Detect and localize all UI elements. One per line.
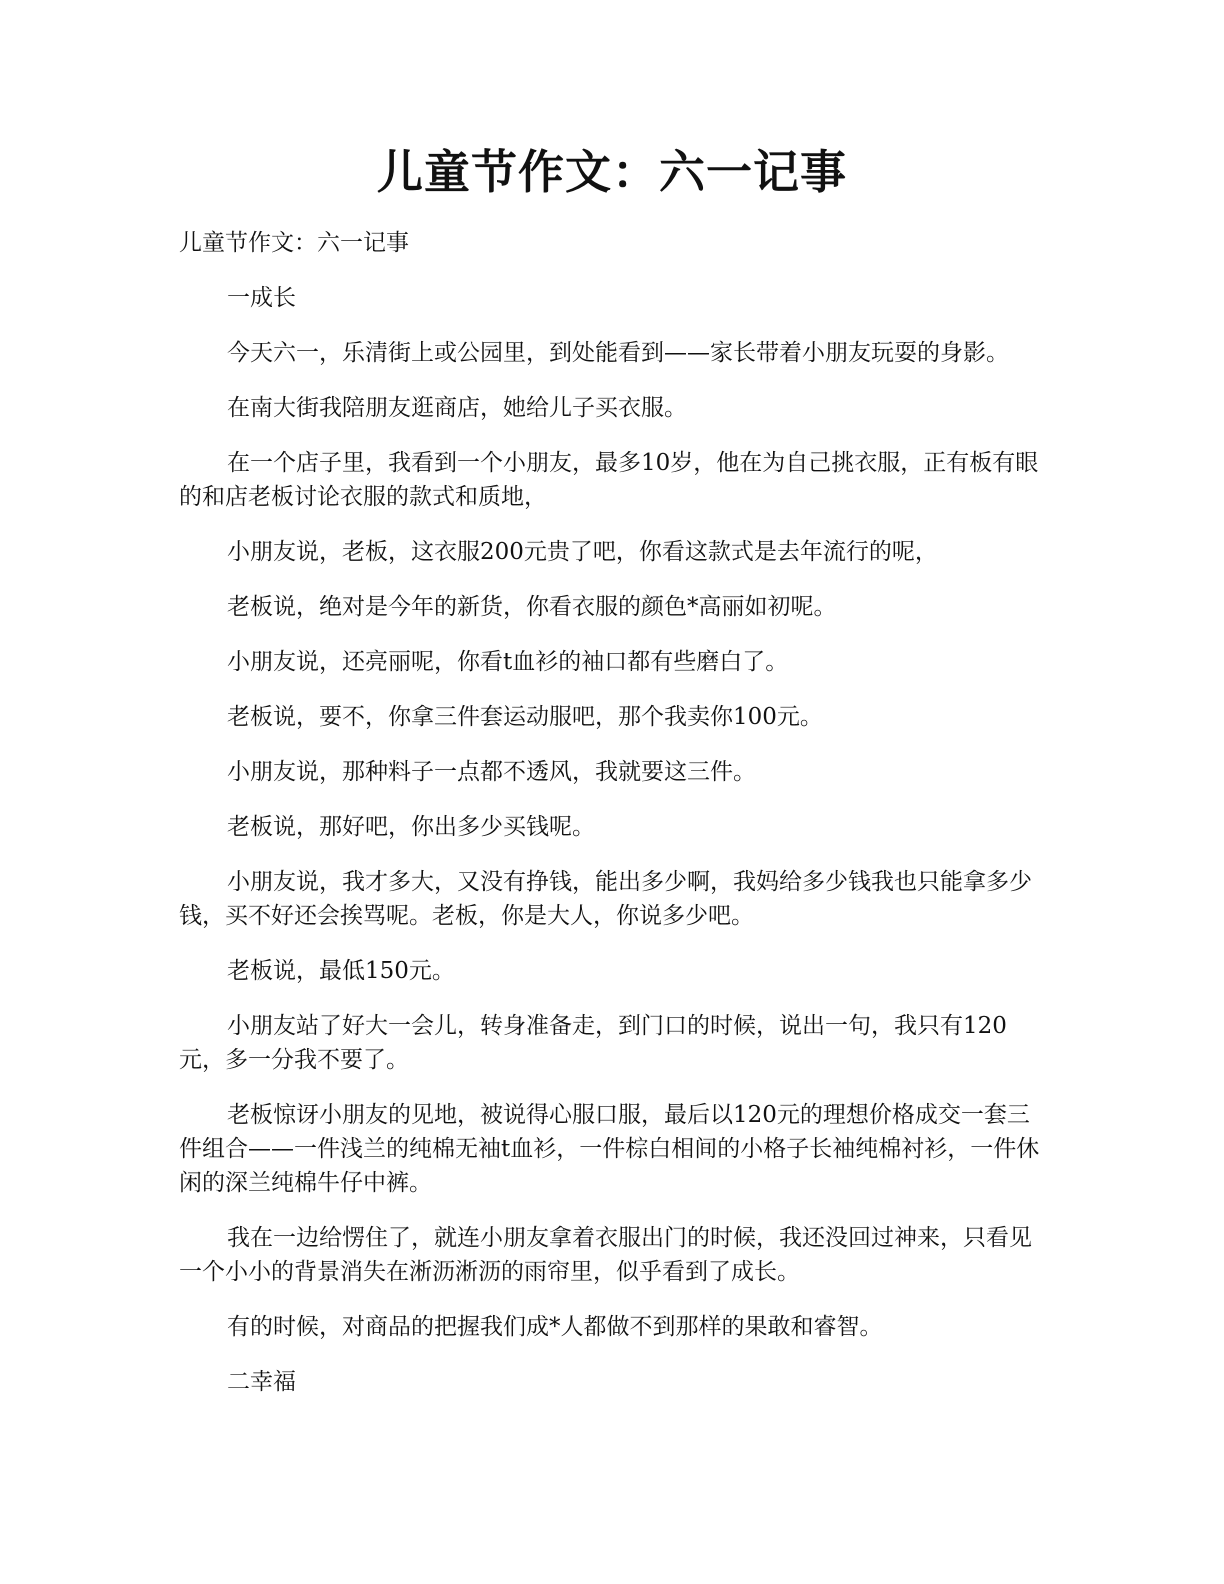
paragraph: 老板说，最低150元。 xyxy=(227,958,455,984)
paragraph: 在南大街我陪朋友逛商店，她给儿子买衣服。 xyxy=(227,395,687,421)
section-heading: 二幸福 xyxy=(227,1369,296,1395)
paragraph: 老板说，那好吧，你出多少买钱呢。 xyxy=(227,814,595,840)
page-title: 儿童节作文：六一记事 xyxy=(377,145,847,199)
paragraph: 在一个店子里，我看到一个小朋友，最多10岁，他在为自己挑衣服，正有板有眼的和店老板讨论衣服的款式和质地， xyxy=(179,450,1039,510)
paragraph: 小朋友说，老板，这衣服200元贵了吧，你看这款式是去年流行的呢， xyxy=(227,539,938,565)
paragraph: 儿童节作文：六一记事 xyxy=(179,230,409,256)
paragraph: 我在一边给愣住了，就连小朋友拿着衣服出门的时候，我还没回过神来，只看见一个小小的背景消失在淅沥淅沥的雨帘里，似乎看到了成长。 xyxy=(179,1225,1032,1285)
paragraph: 老板说，要不，你拿三件套运动服吧，那个我卖你100元。 xyxy=(227,704,823,730)
paragraph: 老板惊讶小朋友的见地，被说得心服口服，最后以120元的理想价格成交一套三件组合——一件浅兰的纯棉无袖t血衫，一件棕白相间的小格子长袖纯棉衬衫，一件休闲的深兰纯棉牛仔中裤。 xyxy=(179,1102,1040,1196)
document-body xyxy=(179,226,1045,1420)
paragraph: 有的时候，对商品的把握我们成*人都做不到那样的果敢和睿智。 xyxy=(227,1314,883,1340)
section-heading: 一成长 xyxy=(227,285,296,311)
paragraph: 小朋友说，还亮丽呢，你看t血衫的袖口都有些磨白了。 xyxy=(227,649,789,675)
paragraph: 小朋友说，那种料子一点都不透风，我就要这三件。 xyxy=(227,759,756,785)
paragraph: 小朋友站了好大一会儿，转身准备走，到门口的时候，说出一句，我只有120元，多一分我不要了。 xyxy=(179,1013,1007,1073)
paragraph: 小朋友说，我才多大，又没有挣钱，能出多少啊，我妈给多少钱我也只能拿多少钱，买不好还会挨骂呢。老板，你是大人，你说多少吧。 xyxy=(179,869,1032,929)
paragraph: 今天六一，乐清街上或公园里，到处能看到——家长带着小朋友玩耍的身影。 xyxy=(227,340,1009,366)
paragraph: 老板说，绝对是今年的新货，你看衣服的颜色*高丽如初呢。 xyxy=(227,594,837,620)
